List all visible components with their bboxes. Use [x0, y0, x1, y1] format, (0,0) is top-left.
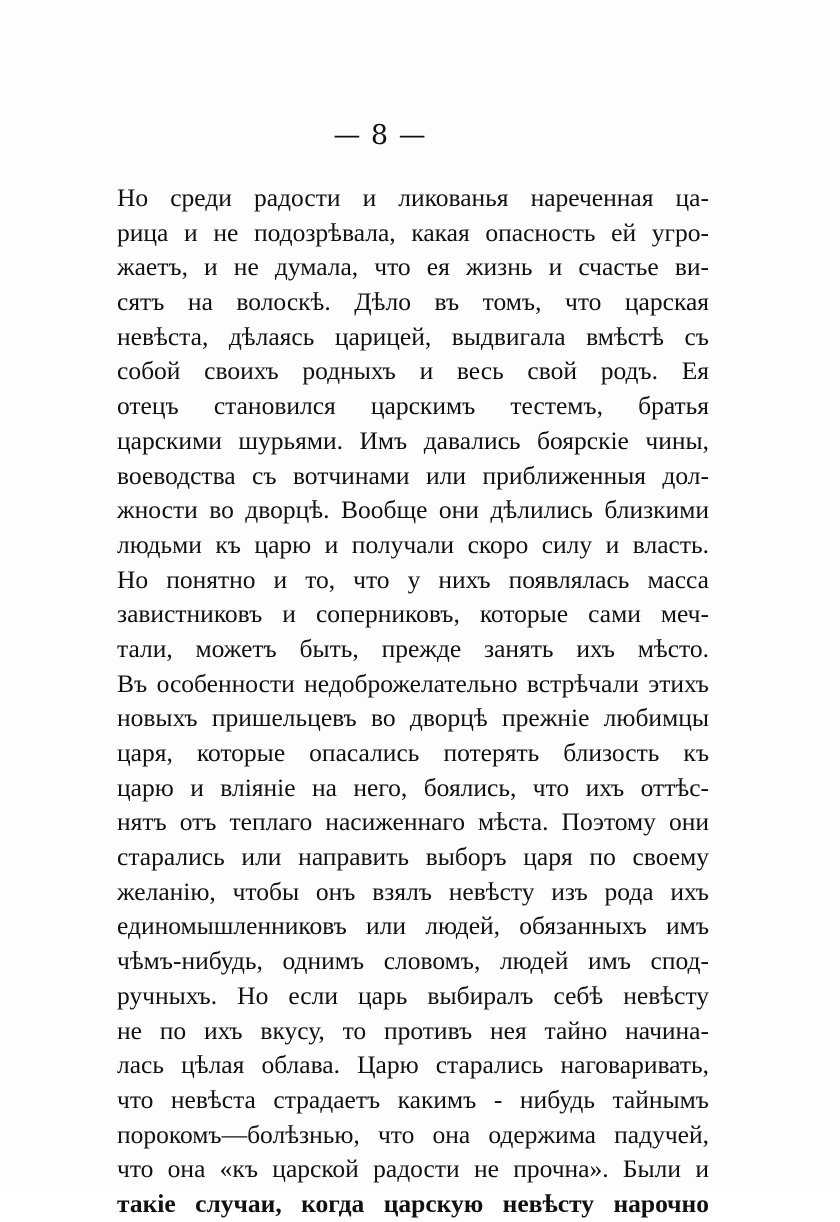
text-line: тали, можетъ быть, прежде занять ихъ мѣсто.: [117, 633, 709, 663]
text-line: завистниковъ и соперниковъ, которые сами меч-: [117, 599, 709, 629]
text-line: новыхъ пришельцевъ во дворцѣ прежніе любимцы: [117, 703, 709, 733]
text-line: единомышленниковъ или людей, обязанныхъ имъ: [117, 911, 709, 941]
text-line: такіе случаи, когда царскую невѣсту нарочно: [117, 1188, 709, 1218]
text-line: старались или направить выборъ царя по своему: [117, 842, 709, 872]
text-line: лась цѣлая облава. Царю старались наговаривать,: [117, 1050, 709, 1080]
text-line: Но среди радости и ликованья нареченная ца-: [117, 183, 709, 212]
text-line: царскими шурьями. Имъ давались боярскіе чины,: [117, 425, 709, 455]
text-line: воеводства съ вотчинами или приближенныя дол-: [117, 460, 709, 490]
text-line: что она «къ царской радости не прочна». Были и: [117, 1154, 709, 1184]
text-line: Въ особенности недоброжелательно встрѣчали этихъ: [117, 668, 709, 698]
text-line: что невѣста страдаетъ какимъ - нибудь тайнымъ: [117, 1084, 709, 1114]
page-number: — 8 —: [333, 120, 427, 151]
body-text: [117, 181, 709, 1222]
text-line: собой своихъ родныхъ и весь свой родъ. Ея: [117, 356, 709, 386]
text-line: царя, которые опасались потерять близость къ: [117, 738, 709, 767]
text-line: невѣста, дѣлаясь царицей, выдвигала вмѣстѣ съ: [117, 321, 709, 351]
text-line: отецъ становился царскимъ тестемъ, братья: [117, 391, 709, 421]
text-line: людьми къ царю и получали скоро силу и власть.: [117, 529, 709, 559]
text-line: Но понятно и то, что у нихъ появлялась масса: [117, 564, 709, 594]
text-line: желанію, чтобы онъ взялъ невѣсту изъ рода ихъ: [117, 876, 709, 906]
text-line: ручныхъ. Но если царь выбиралъ себѣ невѣсту: [117, 980, 709, 1010]
text-line: жности во дворцѣ. Вообще они дѣлились близкими: [117, 495, 709, 525]
text-line: нятъ отъ теплаго насиженнаго мѣста. Поэтому они: [117, 807, 709, 837]
text-line: рица и не подозрѣвала, какая опасность ей угро-: [117, 217, 709, 247]
text-line: жаетъ, и не думала, что ея жизнь и счастье ви-: [117, 252, 709, 282]
text-line: царю и вліяніе на него, боялись, что ихъ оттѣс-: [117, 772, 709, 802]
text-line: чѣмъ-нибудь, однимъ словомъ, людей имъ спод-: [117, 946, 709, 976]
text-line: не по ихъ вкусу, то противъ нея тайно начина-: [117, 1015, 709, 1045]
text-line: порокомъ—болѣзнью, что она одержима падучей,: [117, 1119, 709, 1149]
text-line: сятъ на волоскѣ. Дѣло въ томъ, что царская: [117, 287, 709, 317]
